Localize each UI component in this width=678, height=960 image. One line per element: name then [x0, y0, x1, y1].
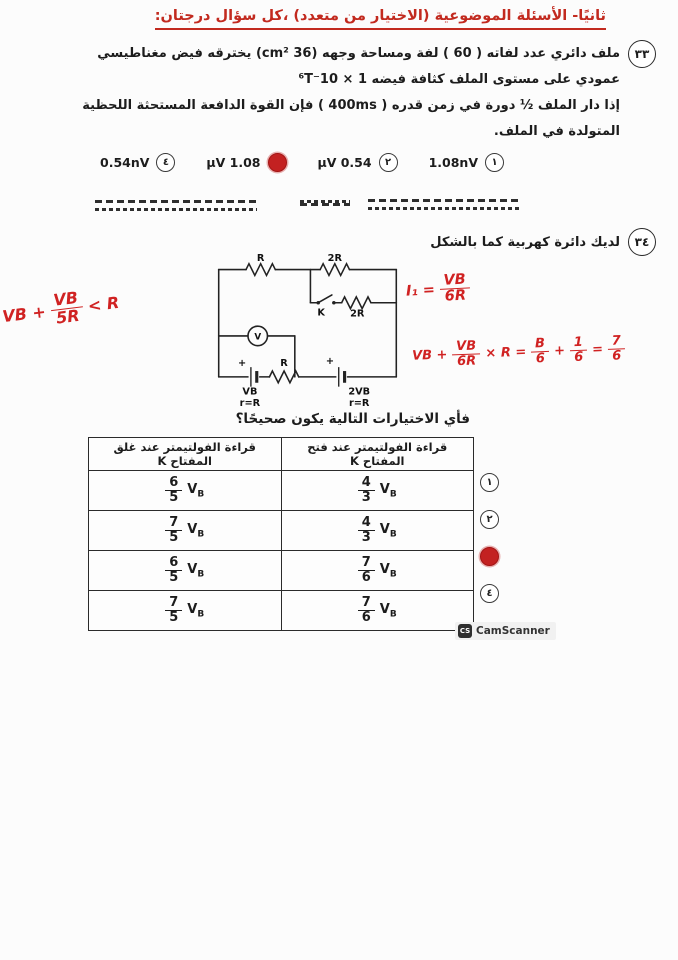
row-3-marker-selected — [480, 547, 499, 566]
switch-k-blade — [318, 295, 332, 303]
label-2vb: 2VB — [348, 386, 371, 398]
label-plus-left: + — [238, 358, 247, 370]
note-eq-frac1: $\frac{VB}{6R}$ — [452, 339, 481, 368]
scan-artifact — [95, 200, 257, 211]
closed-reading-cell: $\frac{7}{5}$ $V_B$ — [89, 591, 282, 631]
closed-reading-cell: $\frac{6}{5}$ $V_B$ — [89, 551, 282, 591]
note-eq-frac3: $\frac{1}{6}$ — [570, 336, 588, 365]
note-eq-frac4: $\frac{7}{6}$ — [607, 334, 625, 363]
choice-1-label: 1.08nV — [428, 155, 478, 170]
label-2r-top: 2R — [327, 252, 342, 264]
choice-2-label: 0.54 µV — [317, 155, 372, 170]
note-left-p2: < R — [86, 292, 121, 316]
camscanner-watermark — [455, 622, 556, 640]
q33-line4: المتولدة في الملف. — [493, 124, 620, 139]
note-eq-p3: + — [553, 343, 566, 359]
scan-artifact — [368, 199, 520, 210]
note-left-fraction: $\frac{VB}{5R}$ — [49, 289, 86, 327]
choice-3-marker-selected — [268, 153, 287, 172]
choice-4-label: 0.54nV — [100, 155, 150, 170]
choice-2-marker: ٢ — [379, 153, 398, 172]
choice-1 — [429, 153, 504, 172]
row-2-marker: ٢ — [480, 510, 499, 529]
choice-1-marker: ١ — [485, 153, 504, 172]
resistor-2r-mid — [342, 297, 371, 309]
note-left-p1: VB + — [1, 301, 47, 326]
label-2vb-internal: r=R — [348, 398, 370, 410]
table-header-row — [89, 438, 474, 471]
closed-reading-cell: $\frac{7}{5}$ $V_B$ — [89, 511, 282, 551]
open-reading-cell: $\frac{7}{6}$ $V_B$ — [281, 591, 474, 631]
circuit-diagram — [205, 252, 410, 417]
q33-choices — [100, 153, 504, 172]
scan-artifact — [300, 200, 350, 211]
label-plus-right: + — [325, 356, 335, 368]
col-header-closed: قراءة الفولتيمتر عند غلق المفتاح K — [89, 438, 282, 471]
q34-number-badge — [628, 228, 656, 256]
note-current-fraction: $\frac{VB}{6R}$ — [439, 272, 471, 305]
label-r-bottom: R — [280, 358, 288, 370]
note-eq-frac2: $\frac{B}{6}$ — [531, 337, 550, 366]
note-eq-p1: VB + — [411, 347, 448, 364]
choice-4-marker: ٤ — [156, 153, 175, 172]
label-vb: VB — [242, 386, 258, 398]
label-switch-k: K — [317, 307, 325, 319]
q33-line2: عمودي على مستوى الملف كثافة فيضه 1 × 10⁻⁶T — [298, 72, 620, 87]
label-voltmeter: V — [254, 332, 262, 343]
q33-number: ٣٣ — [634, 47, 650, 61]
label-r-top: R — [256, 252, 265, 264]
q33-number-badge — [628, 40, 656, 68]
closed-reading-cell: $\frac{6}{5}$ $V_B$ — [89, 471, 282, 511]
answers-table — [88, 437, 474, 631]
table-row — [89, 551, 474, 591]
handwritten-note-equation — [412, 334, 626, 370]
open-reading-cell: $\frac{4}{3}$ $V_B$ — [281, 511, 474, 551]
q34-number: ٣٤ — [634, 235, 650, 249]
q34-question-line: فأي الاختيارات التالية يكون صحيحًا؟ — [235, 411, 470, 427]
open-reading-cell: $\frac{7}{6}$ $V_B$ — [281, 551, 474, 591]
choice-2 — [318, 153, 398, 172]
note-eq-p2: × R = — [485, 344, 527, 361]
q34-intro: لديك دائرة كهربية كما بالشكل — [430, 235, 620, 250]
battery-2vb — [339, 367, 345, 387]
section-header — [155, 8, 606, 30]
note-current-prefix: I₁ = — [405, 281, 436, 300]
choice-3-label: 1.08 µV — [206, 155, 261, 170]
table-row — [89, 591, 474, 631]
choice-3 — [206, 153, 286, 172]
camscanner-logo-icon: CS — [458, 624, 472, 638]
row-4-marker: ٤ — [480, 584, 499, 603]
note-eq-p4: = — [591, 341, 604, 358]
handwritten-note-current — [405, 272, 471, 307]
label-vb-internal: r=R — [239, 398, 261, 410]
resistor-2r-top — [320, 264, 349, 276]
battery-vb — [251, 367, 257, 387]
label-2r-mid: 2R — [350, 308, 365, 320]
choice-4 — [100, 153, 175, 172]
section-title: ثانيًا- الأسئلة الموضوعية (الاختيار من متعدد) ،كل سؤال درجتان: — [154, 8, 606, 24]
q33-line3: إذا دار الملف ½ دورة في زمن قدره ( 400ms ) فإن القوة الدافعة المستحثة اللحظية — [82, 98, 620, 113]
open-reading-cell: $\frac{4}{3}$ $V_B$ — [281, 471, 474, 511]
table-row — [89, 471, 474, 511]
col-header-open: قراءة الفولتيمتر عند فتح المفتاح K — [281, 438, 474, 471]
table-row — [89, 511, 474, 551]
handwritten-note-left — [0, 285, 121, 334]
row-1-marker: ١ — [480, 473, 499, 492]
camscanner-brand: CamScanner — [476, 625, 550, 637]
circuit-svg — [205, 252, 410, 413]
q33-line1: ملف دائري عدد لفاته ( 60 ) لفة ومساحة وجهه (36 cm²) يخترقه فيض مغناطيسي — [97, 46, 620, 61]
resistor-r-top — [246, 264, 275, 276]
